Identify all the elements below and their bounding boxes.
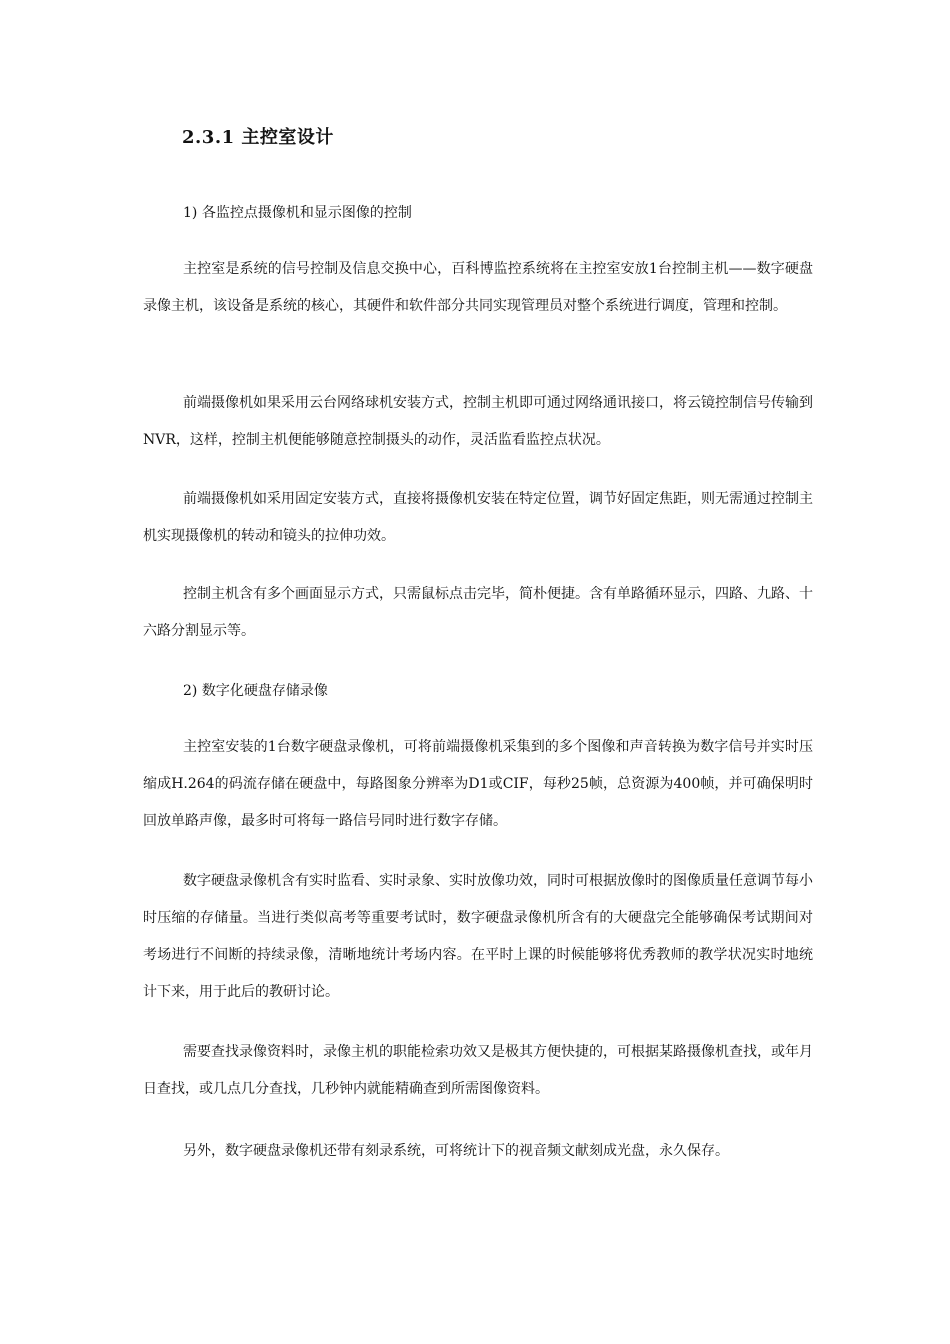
paragraph-1: 主控室是系统的信号控制及信息交换中心，百科博监控系统将在主控室安放1台控制主机——数字硬盘录像主机，该设备是系统的核心，其硬件和软件部分共同实现管理员对整个系统进行调度，管理和控制。: [143, 261, 813, 314]
paragraph-4: 控制主机含有多个画面显示方式，只需鼠标点击完毕，简朴便捷。含有单路循环显示，四路、九路、十六路分割显示等。: [143, 586, 813, 639]
paragraph-8: 另外，数字硬盘录像机还带有刻录系统，可将统计下的视音频文献刻成光盘，永久保存。: [183, 1143, 729, 1159]
subsection-heading-1: 1) 各监控点摄像机和显示图像的控制: [183, 205, 412, 221]
section-heading: 2.3.1 主控室设计: [182, 127, 334, 148]
paragraph-6: 数字硬盘录像机含有实时监看、实时录象、实时放像功效，同时可根据放像时的图像质量任意调节每小时压缩的存储量。当进行类似高考等重要考试时，数字硬盘录像机所含有的大硬盘完全能够确保考试期间对考场进行不间断的持续录像，清晰地统计考场内容。在平时上课的时候能够将优秀教师的教学状况实时地统计下来，用于此后的教研讨论。: [143, 873, 813, 1000]
paragraph-3: 前端摄像机如采用固定安装方式，直接将摄像机安装在特定位置，调节好固定焦距，则无需通过控制主机实现摄像机的转动和镜头的拉伸功效。: [143, 491, 813, 544]
subsection-heading-2: 2) 数字化硬盘存储录像: [183, 683, 328, 699]
paragraph-5: 主控室安装的1台数字硬盘录像机，可将前端摄像机采集到的多个图像和声音转换为数字信号并实时压缩成H.264的码流存储在硬盘中，每路图象分辨率为D1或CIF，每秒25帧，总资源为400帧，并可确保明时回放单路声像，最多时可将每一路信号同时进行数字存储。: [143, 739, 813, 829]
paragraph-2: 前端摄像机如果采用云台网络球机安装方式，控制主机即可通过网络通讯接口，将云镜控制信号传输到NVR，这样，控制主机便能够随意控制摄头的动作，灵活监看监控点状况。: [143, 395, 813, 448]
paragraph-7: 需要查找录像资料时，录像主机的职能检索功效又是极其方便快捷的，可根据某路摄像机查找，或年月日查找，或几点几分查找，几秒钟内就能精确查到所需图像资料。: [143, 1044, 813, 1097]
